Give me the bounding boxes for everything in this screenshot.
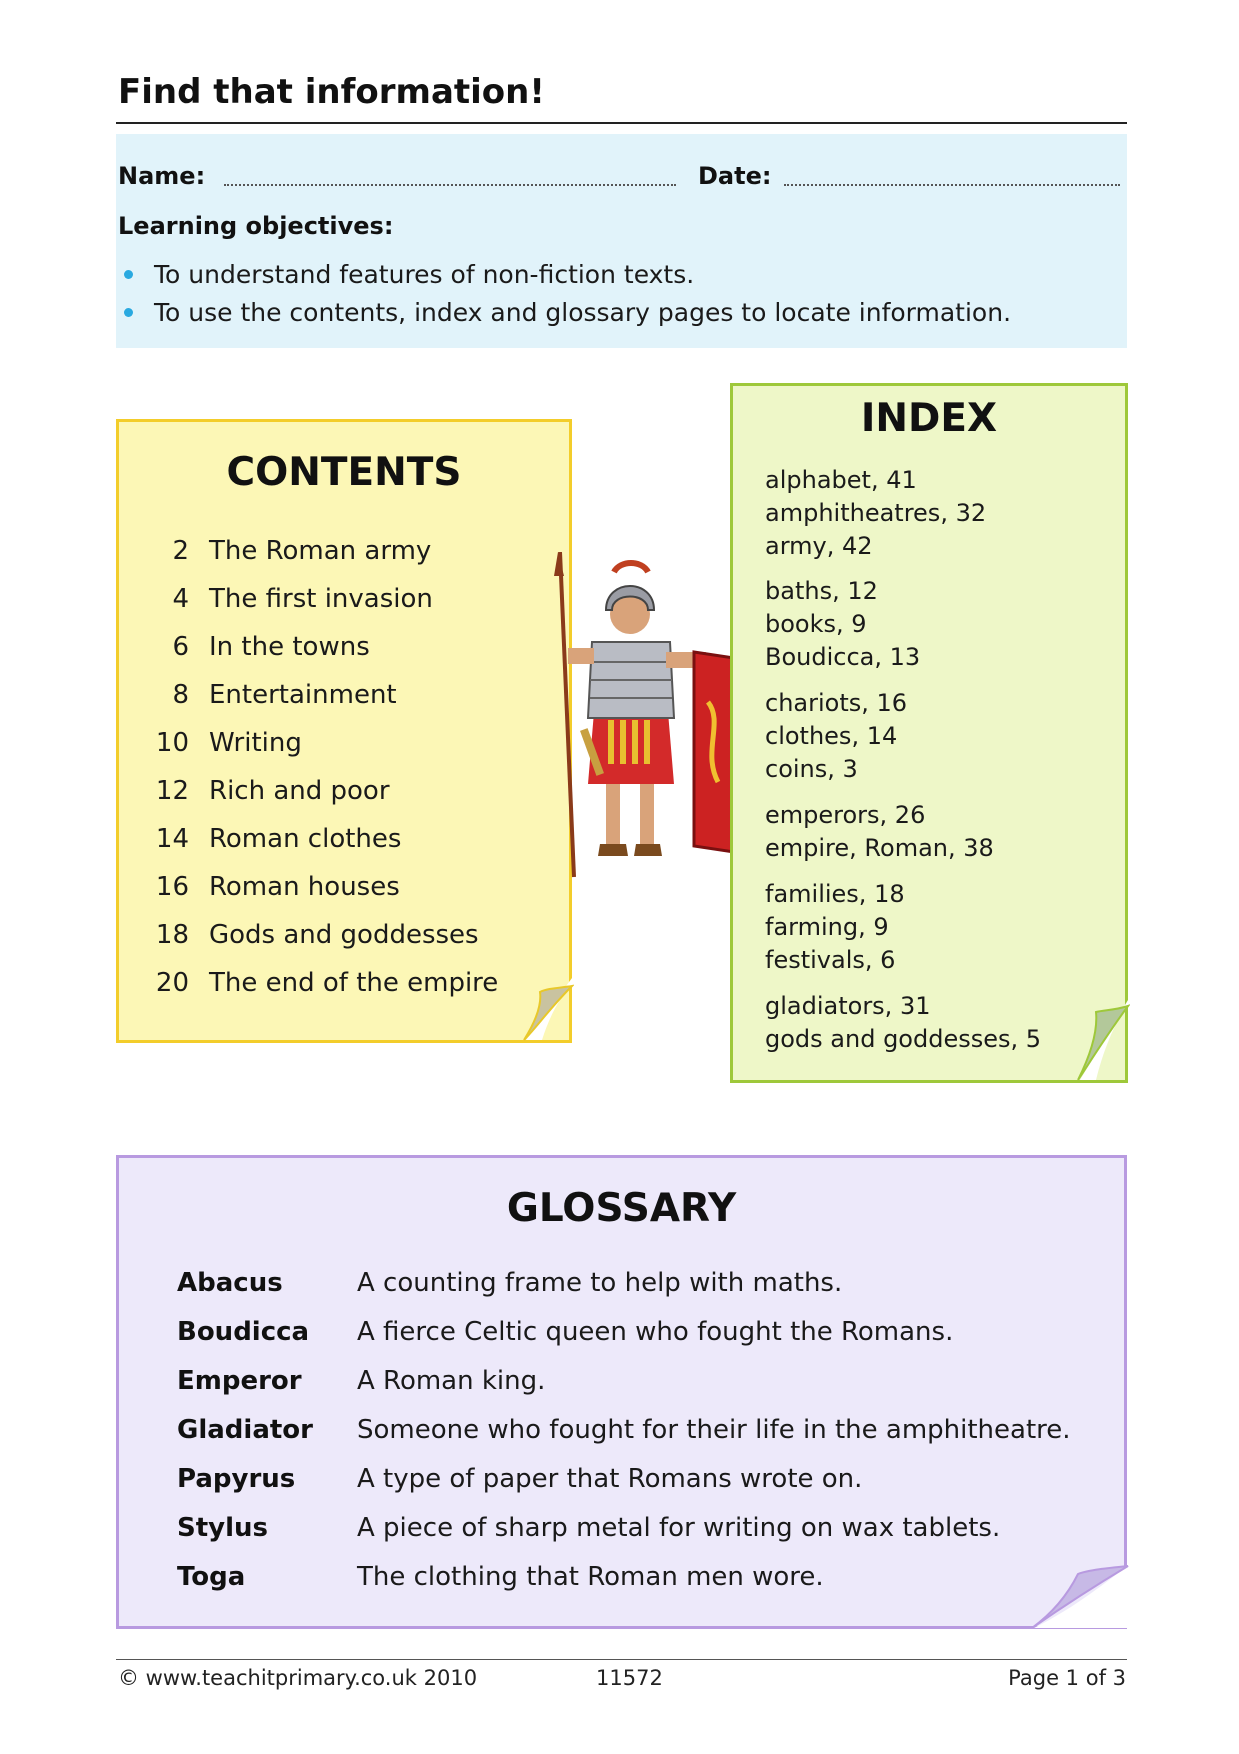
glossary-row: Boudicca A fierce Celtic queen who fought the Romans. [177, 1317, 954, 1347]
date-field[interactable] [784, 184, 1120, 186]
bullet-icon [124, 308, 133, 317]
index-entry: festivals, 6 [765, 946, 896, 974]
index-entry: clothes, 14 [765, 722, 898, 750]
index-entry: alphabet, 41 [765, 466, 917, 494]
page-curl-icon [522, 978, 574, 1044]
glossary-title: GLOSSARY [506, 1186, 737, 1231]
index-entry: chariots, 16 [765, 689, 908, 717]
index-entry: army, 42 [765, 532, 873, 560]
page-curl-icon [1076, 1000, 1130, 1084]
contents-row: 6 In the towns [172, 632, 370, 662]
contents-row: 12 Rich and poor [155, 776, 390, 806]
contents-row: 14 Roman clothes [155, 824, 402, 854]
index-entry: Boudicca, 13 [765, 643, 921, 671]
objectives-heading: Learning objectives: [118, 212, 394, 240]
glossary-row: Stylus A piece of sharp metal for writing on wax tablets. [177, 1513, 1001, 1543]
glossary-row: Abacus A counting frame to help with maths. [177, 1268, 843, 1298]
glossary-card [116, 1155, 1127, 1629]
index-entry: gods and goddesses, 5 [765, 1025, 1042, 1053]
contents-title: CONTENTS [226, 450, 462, 495]
index-entry: farming, 9 [765, 913, 889, 941]
header-band [116, 134, 1127, 348]
index-entry: families, 18 [765, 880, 905, 908]
glossary-row: Toga The clothing that Roman men wore. [177, 1562, 824, 1592]
index-entry: emperors, 26 [765, 801, 926, 829]
contents-row: 18 Gods and goddesses [155, 920, 479, 950]
footer-page-number: Page 1 of 3 [1008, 1666, 1126, 1690]
glossary-row: Emperor A Roman king. [177, 1366, 546, 1396]
contents-row: 4 The first invasion [172, 584, 433, 614]
contents-row: 10 Writing [155, 728, 302, 758]
glossary-row: Papyrus A type of paper that Romans wrote on. [177, 1464, 863, 1494]
objective-item: To use the contents, index and glossary pages to locate information. [154, 298, 1011, 327]
index-entry: empire, Roman, 38 [765, 834, 994, 862]
footer-copyright: © www.teachitprimary.co.uk 2010 [118, 1666, 478, 1690]
date-label: Date: [698, 162, 772, 190]
contents-row: 2 The Roman army [172, 536, 432, 566]
index-entry: books, 9 [765, 610, 867, 638]
name-field[interactable] [224, 184, 676, 186]
footer-code: 11572 [596, 1666, 663, 1690]
index-entry: gladiators, 31 [765, 992, 931, 1020]
index-entry: baths, 12 [765, 577, 878, 605]
bullet-icon [124, 270, 133, 279]
contents-row: 20 The end of the empire [155, 968, 499, 998]
objective-item: To understand features of non-fiction texts. [154, 260, 694, 289]
footer-divider [116, 1659, 1127, 1660]
title-divider [116, 122, 1127, 124]
contents-row: 16 Roman houses [155, 872, 400, 902]
index-title: INDEX [860, 396, 998, 441]
index-entry: amphitheatres, 32 [765, 499, 987, 527]
name-label: Name: [118, 162, 206, 190]
contents-row: 8 Entertainment [172, 680, 397, 710]
index-card [730, 383, 1128, 1083]
index-entry: coins, 3 [765, 755, 858, 783]
page-title: Find that information! [118, 72, 545, 112]
page-curl-icon [1028, 1560, 1130, 1630]
glossary-row: Gladiator Someone who fought for their life in the amphitheatre. [177, 1415, 1071, 1445]
contents-card [116, 419, 572, 1043]
roman-soldier-icon [548, 552, 734, 892]
